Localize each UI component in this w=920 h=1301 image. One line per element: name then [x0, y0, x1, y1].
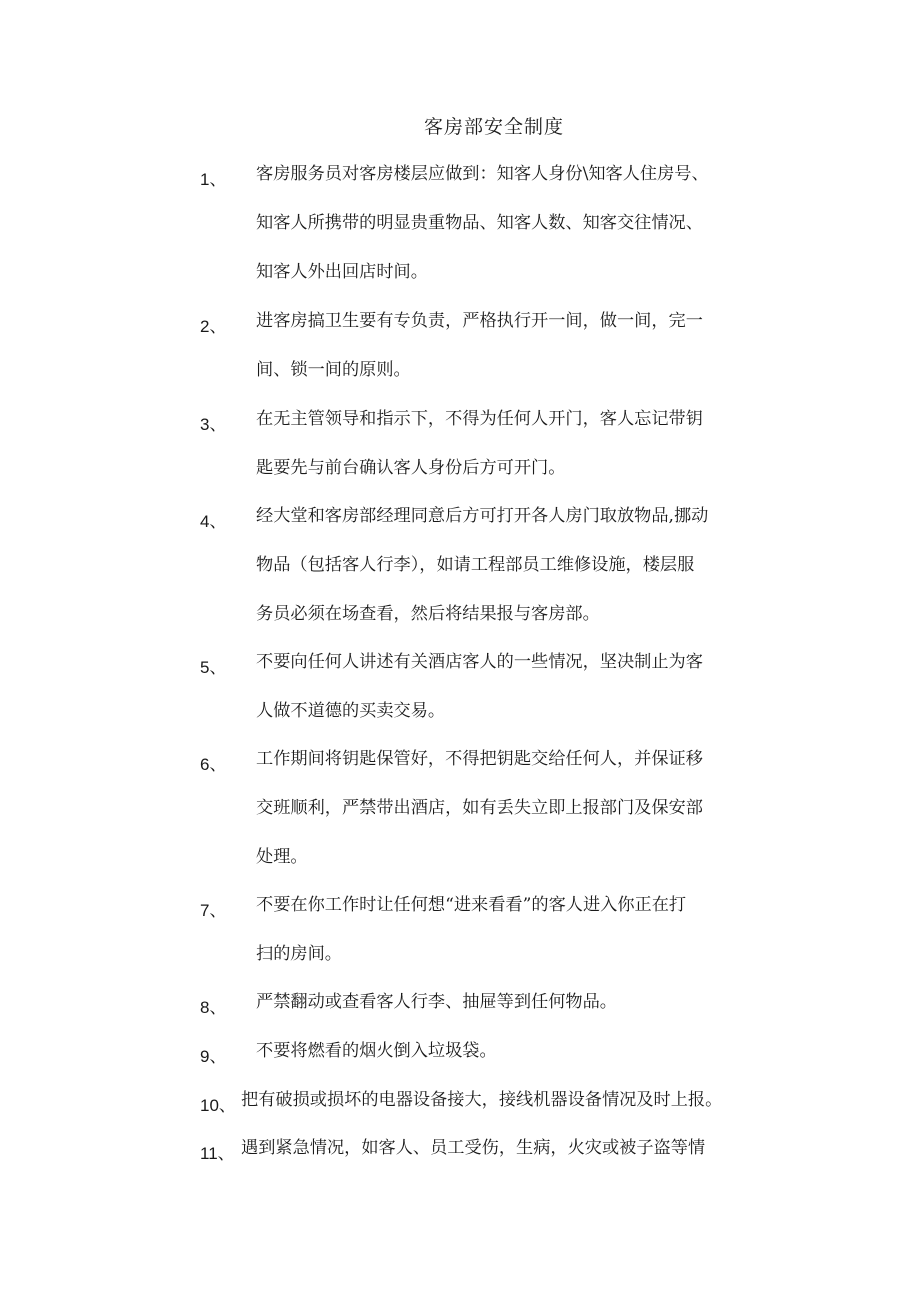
item-text: [256, 150, 786, 297]
item-line: 匙要先与前台确认客人身份后方可开门。: [256, 458, 566, 478]
item-text: [241, 1124, 811, 1173]
item-number: 5、: [200, 658, 227, 677]
item-line: 交班顺利，严禁带出酒店，如有丢失立即上报部门及保安部: [256, 798, 703, 818]
item-text: [241, 1076, 811, 1125]
item-line: 工作期间将钥匙保管好，不得把钥匙交给任何人，并保证移: [256, 749, 703, 769]
item-line: 严禁翻动或查看客人行李、抽屉等到任何物品。: [256, 992, 617, 1012]
item-line: 知客人外出回店时间。: [256, 262, 428, 282]
item-number: 10、: [200, 1096, 236, 1115]
item-line: 客房服务员对客房楼层应做到：知客人身份\知客人住房号、: [256, 164, 709, 184]
item-number: 1、: [200, 170, 227, 189]
item-line: 务员必须在场查看，然后将结果报与客房部。: [256, 604, 600, 624]
item-line: 物品（包括客人行李），如请工程部员工维修设施，楼层服: [256, 555, 695, 575]
item-number: 6、: [200, 755, 227, 774]
item-line: 知客人所携带的明显贵重物品、知客人数、知客交往情况、: [256, 213, 703, 233]
item-line: 不要将燃看的烟火倒入垃圾袋。: [256, 1041, 497, 1061]
item-line: 经大堂和客房部经理同意后方可打开各人房门取放物品,挪动: [256, 506, 709, 526]
item-line: 不要在你工作时让任何想“进来看看”的客人进入你正在打: [256, 895, 687, 915]
item-number: 4、: [200, 512, 227, 531]
item-text: [256, 395, 786, 493]
item-text: [256, 735, 786, 882]
item-number: 9、: [200, 1047, 227, 1066]
item-line: 处理。: [256, 847, 308, 867]
item-text: [256, 638, 786, 736]
item-text: [256, 978, 786, 1027]
item-number: 3、: [200, 415, 227, 434]
item-number: 11、: [200, 1144, 235, 1163]
item-line: 扫的房间。: [256, 944, 342, 964]
item-line: 进客房搞卫生要有专负责，严格执行开一间，做一间，完一: [256, 311, 703, 331]
item-line: 遇到紧急情况，如客人、员工受伤，生病，火灾或被子盗等情: [241, 1138, 706, 1158]
item-line: 在无主管领导和指示下，不得为任何人开门，客人忘记带钥: [256, 409, 703, 429]
item-text: [256, 881, 786, 979]
item-text: [256, 297, 786, 395]
item-text: [256, 492, 786, 639]
item-line: 把有破损或损坏的电器设备接大，接线机器设备情况及时上报。: [241, 1090, 723, 1110]
item-line: 间、锁一间的原则。: [256, 360, 411, 380]
item-line: 不要向任何人讲述有关酒店客人的一些情况，坚决制止为客: [256, 652, 703, 672]
item-number: 8、: [200, 998, 227, 1017]
item-text: [256, 1027, 786, 1076]
item-line: 人做不道德的买卖交易。: [256, 701, 446, 721]
item-number: 2、: [200, 317, 227, 336]
item-number: 7、: [200, 901, 227, 920]
document-title: 客房部安全制度: [423, 116, 564, 138]
